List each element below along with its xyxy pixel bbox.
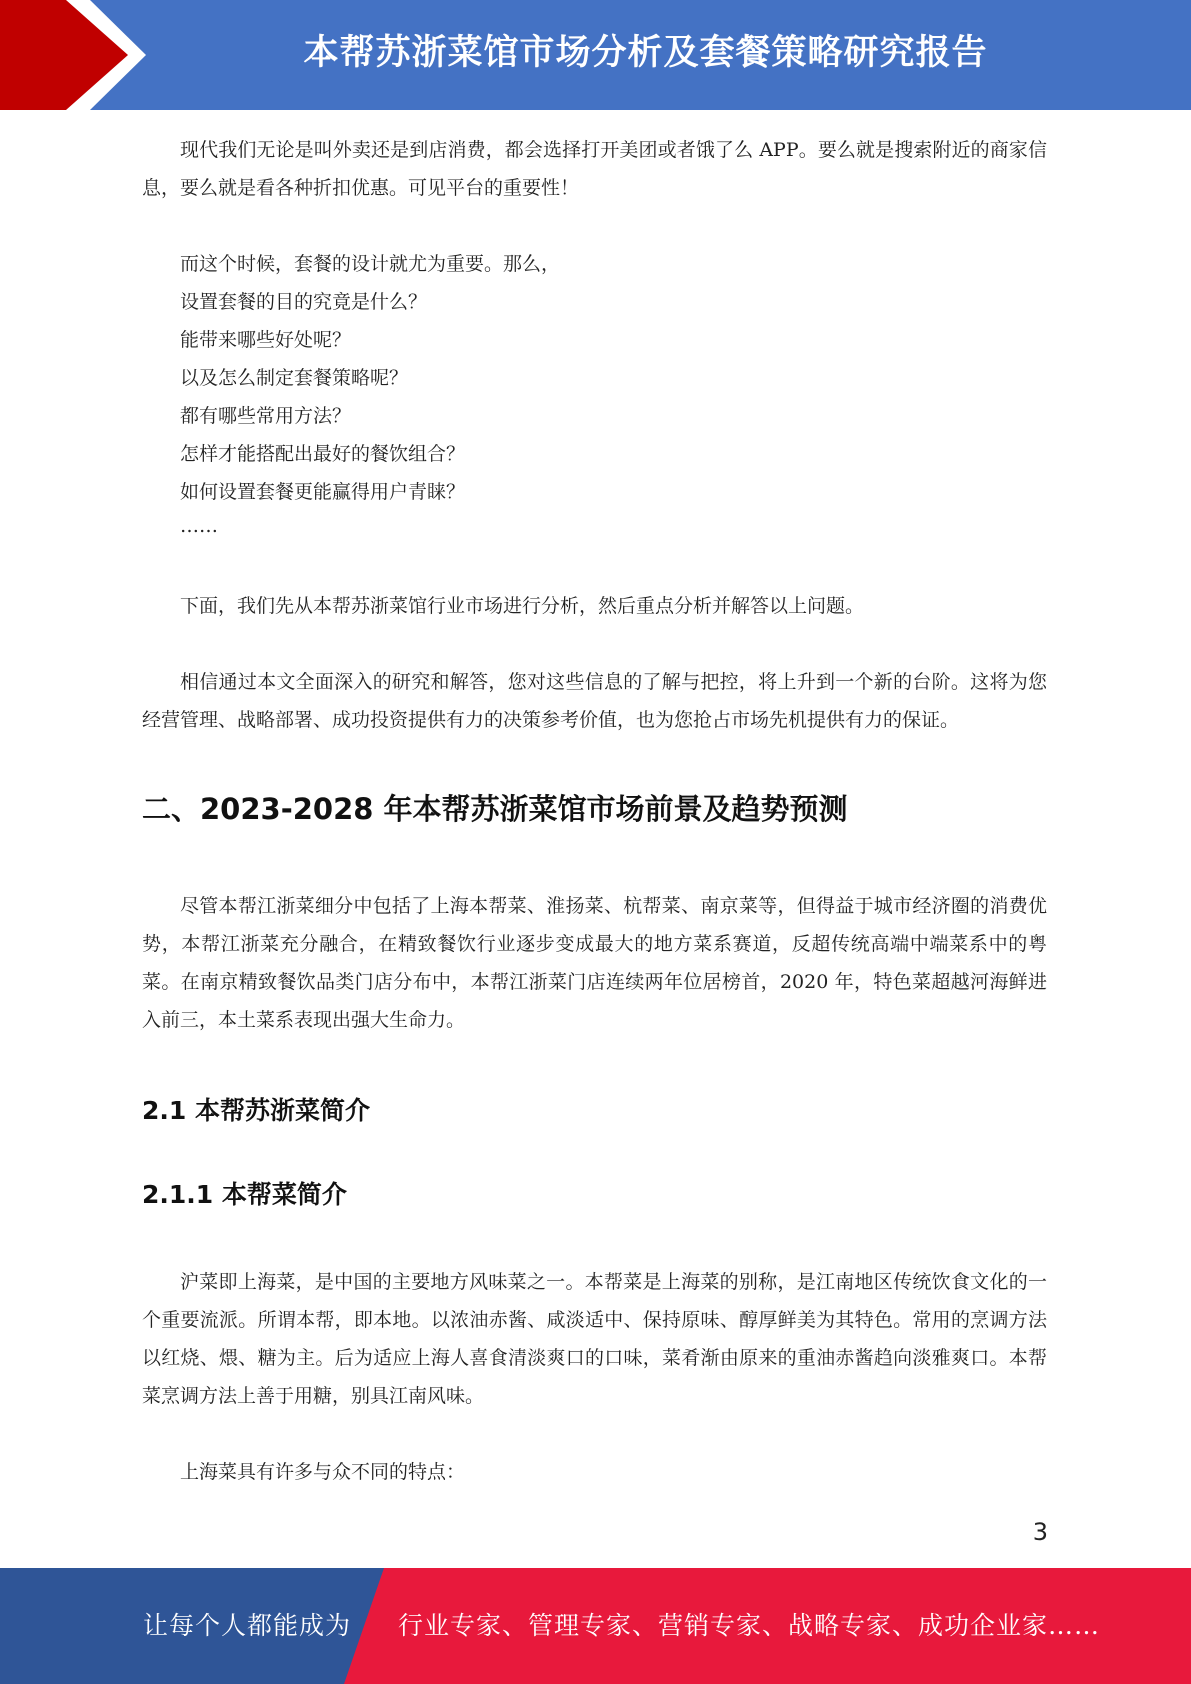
question-list: [142, 245, 1047, 541]
list-item: 都有哪些常用方法？: [180, 405, 352, 427]
intro-paragraph-1: 现代我们无论是叫外卖还是到店消费，都会选择打开美团或者饿了么 APP。要么就是搜索附近的商家信息，要么就是看各种折扣优惠。可见平台的重要性！: [142, 139, 1047, 199]
section-paragraph-1: 尽管本帮江浙菜细分中包括了上海本帮菜、淮扬菜、杭帮菜、南京菜等，但得益于城市经济圈的消费优势，本帮江浙菜充分融合，在精致餐饮行业逐步变成最大的地方菜系赛道，反超传统高端中端菜系中的粤菜。在南京精致餐饮品类门店分布中，本帮江浙菜门店连续两年位居榜首，2020 年，特色菜超越河海鲜进入前三，本土菜系表现出强大生命力。: [142, 895, 1047, 1031]
list-item: 如何设置套餐更能赢得用户青睐？: [180, 481, 466, 503]
footer-slogan-right: 行业专家、管理专家、营销专家、战略专家、成功企业家……: [398, 1611, 1101, 1640]
list-item: 怎样才能搭配出最好的餐饮组合？: [180, 443, 466, 465]
subsubsection-heading: 2.1.1 本帮菜简介: [142, 1180, 347, 1209]
list-item: 而这个时候，套餐的设计就尤为重要。那么，: [180, 253, 561, 275]
header-chevron-decoration: [0, 0, 160, 110]
page-number: 3: [1032, 1518, 1048, 1546]
intro-paragraph-2: 下面，我们先从本帮苏浙菜馆行业市场进行分析，然后重点分析并解答以上问题。: [180, 595, 865, 617]
intro-paragraph-3: 相信通过本文全面深入的研究和解答，您对这些信息的了解与把控，将上升到一个新的台阶。这将为您经营管理、战略部署、成功投资提供有力的决策参考价值，也为您抢占市场先机提供有力的保证。: [142, 671, 1047, 731]
list-item: 以及怎么制定套餐策略呢？: [180, 367, 409, 389]
header-banner: [0, 0, 1191, 110]
section-heading: 二、2023-2028 年本帮苏浙菜馆市场前景及趋势预测: [142, 792, 848, 826]
section-paragraph-2: 沪菜即上海菜，是中国的主要地方风味菜之一。本帮菜是上海菜的别称，是江南地区传统饮食文化的一个重要流派。所谓本帮，即本地。以浓油赤酱、咸淡适中、保持原味、醇厚鲜美为其特色。常用的烹调方法以红烧、煨、糖为主。后为适应上海人喜食清淡爽口的口味，菜肴渐由原来的重油赤酱趋向淡雅爽口。本帮菜烹调方法上善于用糖，别具江南风味。: [142, 1271, 1047, 1407]
list-item: 能带来哪些好处呢？: [180, 329, 352, 351]
footer-banner: [0, 1568, 1191, 1684]
main-content: [142, 131, 1047, 1491]
footer-slogan-left: 让每个人都能成为: [143, 1611, 352, 1640]
list-item: ……: [180, 515, 218, 537]
report-title: 本帮苏浙菜馆市场分析及套餐策略研究报告: [303, 33, 988, 73]
subsection-heading: 2.1 本帮苏浙菜简介: [142, 1096, 370, 1125]
section-paragraph-3: 上海菜具有许多与众不同的特点：: [180, 1461, 466, 1483]
list-item: 设置套餐的目的究竟是什么？: [180, 291, 428, 313]
